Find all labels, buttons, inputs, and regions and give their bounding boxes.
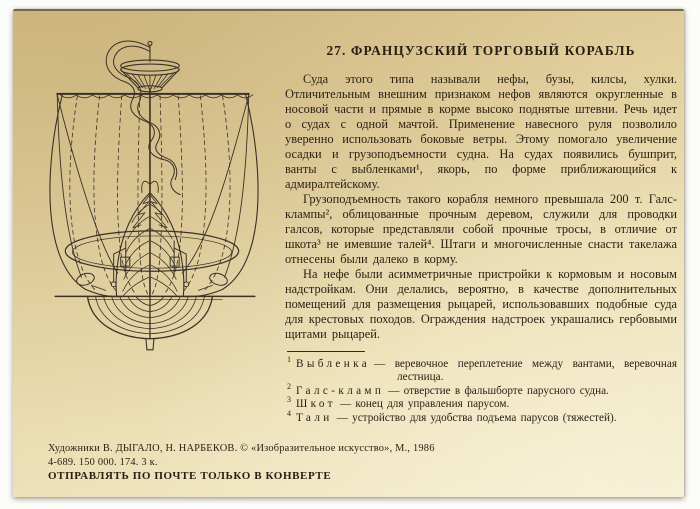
footnote-3	[285, 395, 677, 411]
footnote-def: — веревочное переплетение между вантами, веревочная лестница.	[374, 358, 677, 384]
footnote-term: Шкот	[296, 398, 336, 411]
footnote-number: 2	[287, 382, 291, 392]
footnote-term: Галс-кламп	[296, 384, 385, 397]
footnote-def: — отверстие в фальшборте парусного судна.	[388, 384, 609, 397]
footnote-2	[285, 382, 677, 398]
footnote-term: Выбленка	[296, 358, 371, 370]
footnote-1	[285, 355, 677, 385]
postcard	[13, 9, 684, 497]
yard-icon	[57, 94, 253, 98]
paragraph-3: На нефе были асимметричные пристройки к кормовым и носовым надстройкам. Они делались, вероятно, в качестве дополнительных помещений для размещения рыцарей, использовавших подобные суда для крестовых походов. Ограждения надстроек украшались гербовыми щитами рыцарей.	[285, 267, 677, 341]
footnote-4	[285, 408, 677, 425]
crows-nest-icon	[121, 60, 179, 92]
text-column	[285, 35, 677, 425]
credits-artists: Художники В. ДЫГАЛО, Н. НАРБЕКОВ. © «Изобразительное искусство», М., 1986	[48, 443, 435, 454]
footnote-def: — устройство для удобства подъема парусов (тяжестей).	[336, 411, 617, 424]
footnote-number: 3	[287, 395, 291, 405]
stern-gallery-icon	[65, 231, 238, 271]
footnote-number: 1	[287, 355, 291, 365]
credits-print-info: 4-689. 150 000. 174. 3 к.	[48, 456, 158, 468]
rigging-icon	[57, 95, 249, 277]
mailing-notice: ОТПРАВЛЯТЬ ПО ПОЧТЕ ТОЛЬКО В КОНВЕРТЕ	[48, 469, 332, 482]
footnote-term: Тали	[296, 411, 333, 424]
footnote-number: 4	[287, 408, 291, 418]
footnote-separator	[287, 351, 365, 352]
footnote-def: — конец для управления парусом.	[339, 398, 510, 411]
credits	[48, 442, 668, 483]
page-title: 27. ФРАНЦУЗСКИЙ ТОРГОВЫЙ КОРАБЛЬ	[326, 43, 636, 58]
hull-bottom-icon	[87, 296, 212, 349]
waterline-icon	[55, 296, 255, 299]
ship-illustration	[29, 31, 281, 455]
paragraph-1: Суда этого типа называли нефы, бузы, килсы, хулки. Отличительным внешним признаком нефов являются округленные в носовой части и прямые в корме высоко поднятые штевни. Речь идет о судах с одной мачтой. Применение навесного руля позволило уверенно использовать боковые ветры. Этому помогало увеличение осадки и грузоподъемности судна. На судах появились бушприт, ванты с выбленками¹, якорь, по форме приближающийся к адмиралтейскому.	[285, 72, 677, 191]
paragraph-2: Грузоподъемность такого корабля немного превышала 200 т. Галс-клампы², облицованные прочным деревом, служили для проводки галсов, которые представляли собой прочные тросы, в отличие от шкота³ не имевшие талей⁴. Штаги и многочисленные снасти такелажа отнесены были далеко в корму.	[285, 192, 677, 266]
footnotes	[285, 355, 677, 425]
